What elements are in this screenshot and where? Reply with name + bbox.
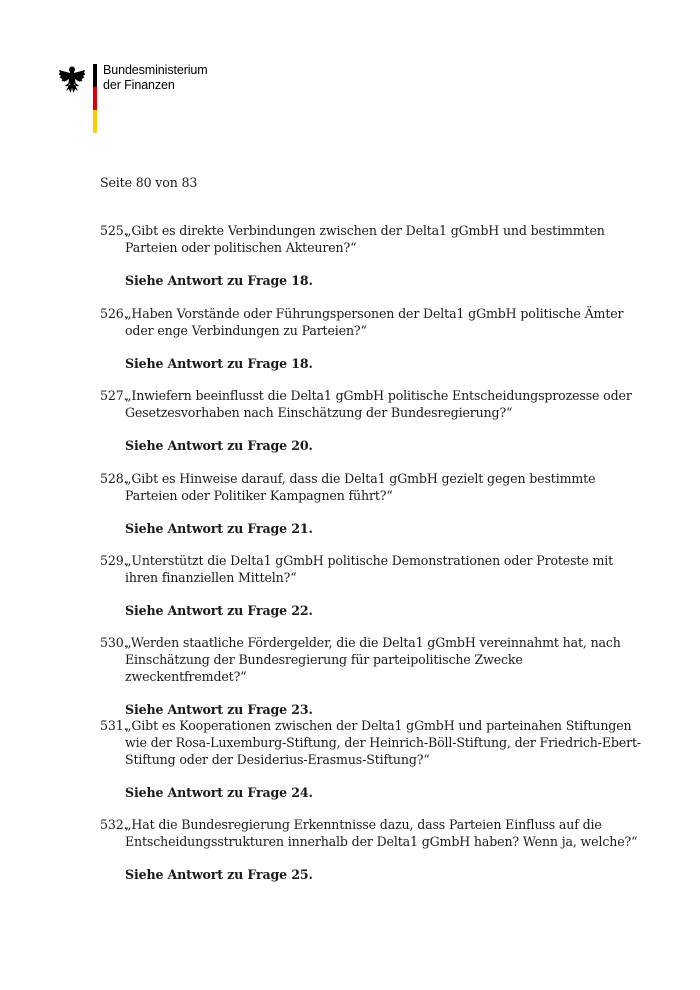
- flag-gold-stripe: [93, 110, 97, 133]
- question-item: [100, 816, 645, 883]
- answer: Siehe Antwort zu Frage 18.: [125, 356, 313, 371]
- question-number: 528.: [100, 471, 128, 486]
- question: [100, 552, 645, 586]
- question-item: [100, 634, 645, 718]
- question-text: „Unterstützt die Delta1 gGmbH politische Demonstrationen oder Proteste mit ihren finanziellen Mitteln?“: [125, 553, 614, 585]
- question-text: „Werden staatliche Fördergelder, die die Delta1 gGmbH vereinnahmt hat, nach Einschätzung der Bundesregierung für parteipolitische Zwecke zweckentfremdet?“: [125, 635, 621, 684]
- question: [100, 222, 645, 256]
- question-item: [100, 717, 645, 801]
- question-number: 532.: [100, 817, 128, 832]
- flag-red-stripe: [93, 87, 97, 110]
- question-item: [100, 222, 645, 289]
- question-text: „Hat die Bundesregierung Erkenntnisse dazu, dass Parteien Einfluss auf die Entscheidungsstrukturen innerhalb der Delta1 gGmbH haben? Wenn ja, welche?“: [125, 817, 638, 849]
- question-number: 527.: [100, 388, 128, 403]
- german-flag-stripe: [93, 64, 97, 133]
- question-number: 530.: [100, 635, 128, 650]
- flag-black-stripe: [93, 64, 97, 87]
- answer: Siehe Antwort zu Frage 21.: [125, 521, 313, 536]
- question-item: [100, 552, 645, 619]
- question-text: „Gibt es Hinweise darauf, dass die Delta1 gGmbH gezielt gegen bestimmte Parteien oder Politiker Kampagnen führt?“: [125, 471, 596, 503]
- question-item: [100, 470, 645, 537]
- page-indicator: Seite 80 von 83: [100, 175, 198, 190]
- question-text: „Inwiefern beeinflusst die Delta1 gGmbH politische Entscheidungsprozesse oder Gesetzesvorhaben nach Einschätzung der Bundesregierung?“: [125, 388, 632, 420]
- question-number: 525.: [100, 223, 128, 238]
- ministry-name-line1: Bundesministerium: [103, 63, 208, 77]
- question: [100, 816, 645, 850]
- federal-eagle-icon: [58, 64, 86, 94]
- question-item: [100, 387, 645, 454]
- answer: Siehe Antwort zu Frage 18.: [125, 273, 313, 288]
- question: [100, 634, 645, 685]
- question: [100, 387, 645, 421]
- question-text: „Gibt es direkte Verbindungen zwischen der Delta1 gGmbH und bestimmten Parteien oder politischen Akteuren?“: [125, 223, 605, 255]
- answer: Siehe Antwort zu Frage 22.: [125, 603, 313, 618]
- question: [100, 305, 645, 339]
- question-item: [100, 305, 645, 372]
- question-number: 529.: [100, 553, 128, 568]
- question: [100, 470, 645, 504]
- question-text: „Haben Vorstände oder Führungspersonen der Delta1 gGmbH politische Ämter oder enge Verbindungen zu Parteien?“: [125, 306, 624, 338]
- ministry-name-line2: der Finanzen: [103, 77, 175, 92]
- question: [100, 717, 645, 768]
- question-number: 531.: [100, 718, 128, 733]
- ministry-name: [103, 63, 208, 92]
- question-number: 526.: [100, 306, 128, 321]
- answer: Siehe Antwort zu Frage 25.: [125, 867, 313, 882]
- answer: Siehe Antwort zu Frage 23.: [125, 702, 313, 717]
- answer: Siehe Antwort zu Frage 20.: [125, 438, 313, 453]
- answer: Siehe Antwort zu Frage 24.: [125, 785, 313, 800]
- question-text: „Gibt es Kooperationen zwischen der Delta1 gGmbH und parteinahen Stiftungen wie der Rosa-Luxemburg-Stiftung, der Heinrich-Böll-Stiftung, der Friedrich-Ebert-Stiftung oder der Desiderius-Erasmus-Stiftung?“: [125, 718, 641, 767]
